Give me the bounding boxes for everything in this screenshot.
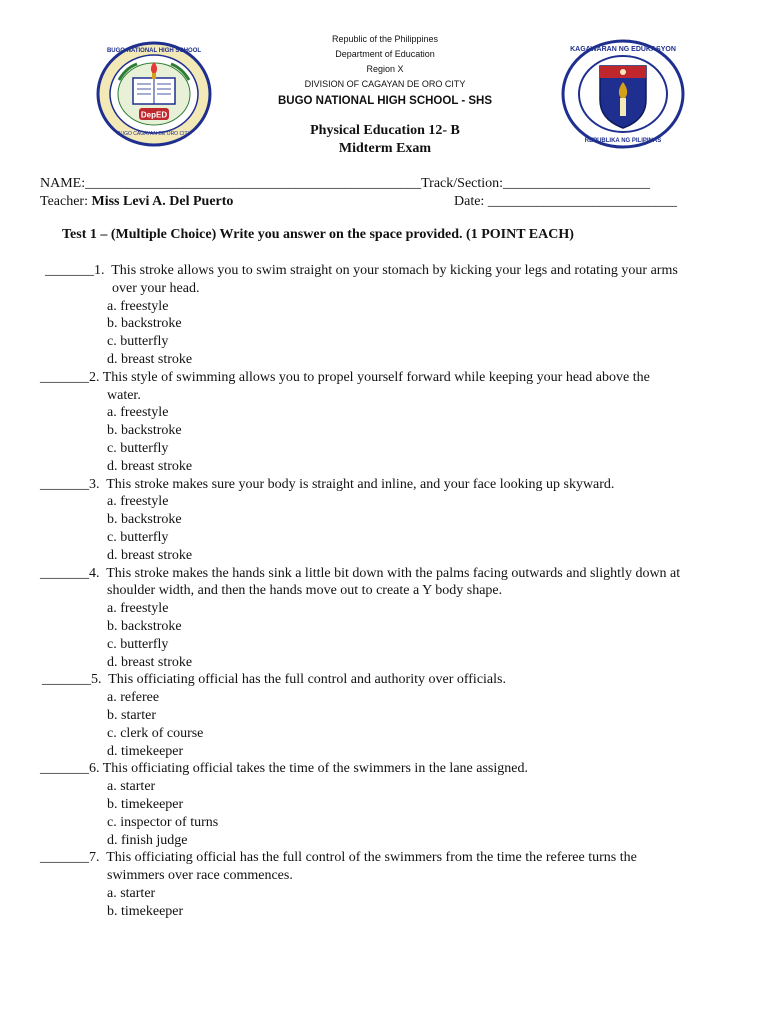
- header-line-department: Department of Education: [335, 49, 435, 59]
- teacher-name: Miss Levi A. Del Puerto: [91, 194, 234, 209]
- question-text: This officiating official has the full control of the swimmers from the time the referee turns the: [99, 850, 637, 866]
- question-text: This officiating official has the full control and authority over officials.: [101, 672, 506, 688]
- question-text: This style of swimming allows you to propel yourself forward while keeping your head above the: [99, 369, 650, 385]
- question-text: This stroke makes the hands sink a little bit down with the palms facing outwards and slightly down at: [99, 565, 681, 581]
- question-1: [0, 262, 768, 369]
- option-d: d. breast stroke: [107, 458, 193, 474]
- question-number: 7.: [89, 850, 100, 866]
- question-text-continued: swimmers over race commences.: [107, 868, 293, 884]
- option-b: b. backstroke: [107, 618, 182, 634]
- question-5: [0, 671, 768, 760]
- question-7: [0, 849, 768, 920]
- option-b: b. starter: [107, 707, 156, 723]
- question-stem: [0, 476, 768, 494]
- question-number: 3.: [89, 476, 100, 492]
- question-number: 2.: [89, 369, 100, 385]
- question-stem: [0, 671, 768, 689]
- answer-blank[interactable]: _______: [40, 850, 89, 866]
- option-d: d. finish judge: [107, 832, 188, 848]
- question-text: This officiating official takes the time of the swimmers in the lane assigned.: [99, 761, 528, 777]
- question-text-continued: shoulder width, and then the hands move out to create a Y body shape.: [107, 583, 503, 599]
- option-d: d. breast stroke: [107, 654, 193, 670]
- header-school-name: BUGO NATIONAL HIGH SCHOOL - SHS: [277, 95, 493, 107]
- question-stem: [0, 262, 768, 280]
- track-label: Track/Section:: [421, 176, 504, 191]
- question-stem: [0, 760, 768, 778]
- date-label: Date:: [454, 194, 485, 209]
- option-d: d. breast stroke: [107, 547, 193, 563]
- exam-name: Midterm Exam: [338, 141, 432, 156]
- name-label: NAME:: [40, 176, 86, 191]
- answer-blank[interactable]: _______: [40, 476, 89, 492]
- question-list: [0, 262, 768, 920]
- seal-badge-text: DepED: [140, 110, 168, 120]
- deped-seal-logo: [560, 38, 686, 150]
- option-a: a. starter: [107, 885, 156, 901]
- question-number: 5.: [91, 672, 102, 688]
- seal-sub-text: BUGO CAGAYAN DE ORO CITY: [117, 131, 191, 137]
- date-line: [454, 193, 677, 211]
- school-seal-logo: [95, 40, 213, 148]
- header-line-division: DIVISION OF CAGAYAN DE ORO CITY: [304, 79, 466, 89]
- option-c: c. butterfly: [107, 529, 169, 545]
- option-c: c. butterfly: [107, 636, 169, 652]
- seal-top-text: BUGO NATIONAL HIGH SCHOOL: [106, 48, 202, 54]
- header-line-region: Region X: [366, 64, 404, 74]
- option-a: a. starter: [107, 779, 156, 795]
- option-c: c. butterfly: [107, 334, 169, 350]
- option-c: c. clerk of course: [107, 725, 204, 741]
- question-stem: [0, 369, 768, 387]
- letterhead: [250, 32, 520, 109]
- option-b: b. backstroke: [107, 316, 182, 332]
- name-line: [40, 175, 650, 193]
- name-field[interactable]: ________________________________________________: [85, 176, 422, 191]
- option-b: b. timekeeper: [107, 903, 184, 919]
- option-a: a. freestyle: [107, 298, 169, 314]
- question-6: [0, 760, 768, 849]
- answer-blank[interactable]: _______: [45, 263, 94, 278]
- question-stem: [0, 849, 768, 867]
- question-text: This stroke allows you to swim straight on your stomach by kicking your legs and rotating your arms: [104, 263, 678, 278]
- deped-top-text: KAGAWARAN NG EDUKASYON: [570, 46, 676, 53]
- question-number: 4.: [89, 565, 100, 581]
- option-a: a. freestyle: [107, 601, 169, 617]
- question-text-continued: over your head.: [112, 280, 200, 296]
- option-c: c. inspector of turns: [107, 814, 219, 830]
- answer-blank[interactable]: _______: [40, 565, 89, 581]
- exam-title: [240, 122, 530, 158]
- option-b: b. timekeeper: [107, 796, 184, 812]
- subject-name: Physical Education 12- B: [310, 123, 460, 138]
- teacher-line: [40, 193, 233, 211]
- option-d: d. breast stroke: [107, 351, 193, 367]
- answer-blank[interactable]: _______: [40, 761, 89, 777]
- answer-blank[interactable]: _______: [42, 672, 91, 688]
- question-4: [0, 565, 768, 672]
- question-text-continued: water.: [107, 387, 141, 403]
- question-number: 1.: [94, 263, 105, 278]
- deped-bottom-text: REPUBLIKA NG PILIPINAS: [584, 138, 662, 144]
- question-stem: [0, 565, 768, 583]
- date-field[interactable]: ___________________________: [487, 194, 677, 209]
- option-a: a. freestyle: [107, 405, 169, 421]
- option-a: a. referee: [107, 690, 160, 706]
- option-b: b. backstroke: [107, 512, 182, 528]
- question-3: [0, 476, 768, 565]
- track-field[interactable]: _____________________: [503, 176, 651, 191]
- teacher-label: Teacher:: [40, 194, 88, 209]
- header-line-republic: Republic of the Philippines: [331, 34, 439, 44]
- question-text: This stroke makes sure your body is straight and inline, and your face looking up skyward.: [99, 476, 615, 492]
- option-d: d. timekeeper: [107, 743, 184, 759]
- question-2: [0, 369, 768, 476]
- option-c: c. butterfly: [107, 440, 169, 456]
- answer-blank[interactable]: _______: [40, 369, 89, 385]
- question-number: 6.: [89, 761, 100, 777]
- option-a: a. freestyle: [107, 494, 169, 510]
- test-heading: Test 1 – (Multiple Choice) Write you answer on the space provided. (1 POINT EACH): [62, 227, 574, 242]
- option-b: b. backstroke: [107, 423, 182, 439]
